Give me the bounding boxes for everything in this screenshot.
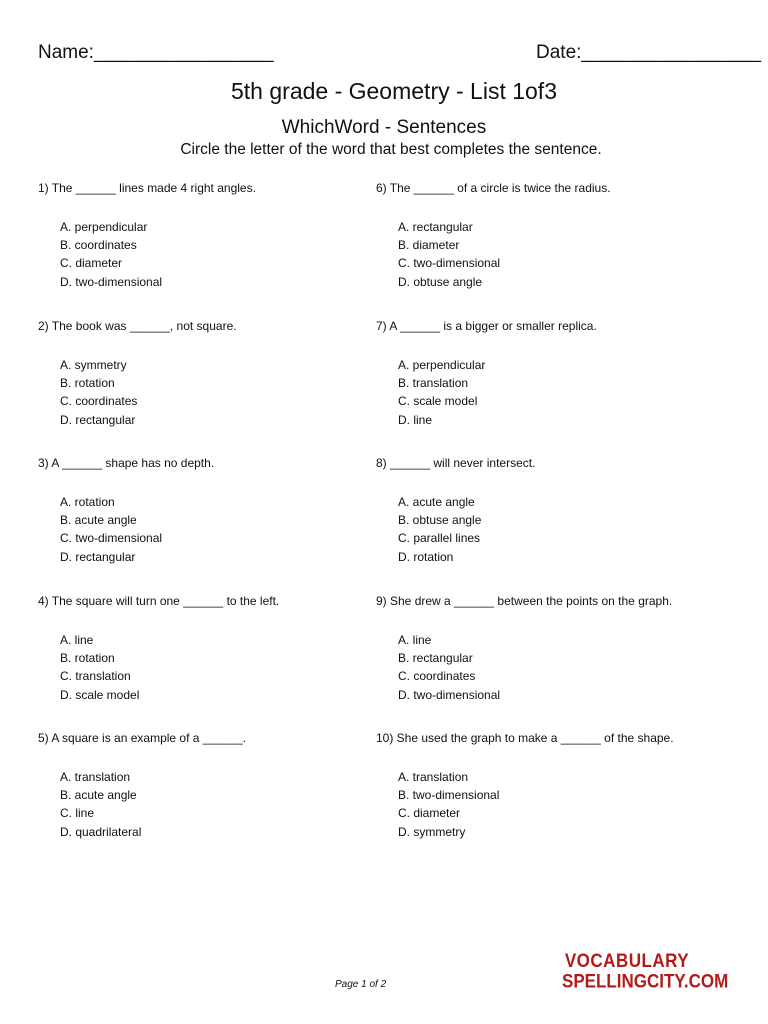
option-list xyxy=(38,493,378,566)
option-list xyxy=(376,493,716,566)
option-c[interactable]: C. coordinates xyxy=(60,394,138,409)
option-c[interactable]: C. parallel lines xyxy=(398,531,481,546)
option-c[interactable]: C. line xyxy=(60,806,95,821)
logo-line-spellingcity: SPELLINGCITY.COM xyxy=(562,970,729,993)
option-d[interactable]: D. line xyxy=(398,412,433,427)
option-list xyxy=(376,768,716,841)
option-c[interactable]: C. scale model xyxy=(398,394,478,409)
question-text: 6) The ______ of a circle is twice the radius. xyxy=(376,181,611,195)
option-c[interactable]: C. two-dimensional xyxy=(60,531,163,546)
option-a[interactable]: A. perpendicular xyxy=(398,358,486,372)
question-8 xyxy=(376,456,716,566)
option-b[interactable]: B. two-dimensional xyxy=(398,788,500,803)
vocabulary-spellingcity-logo xyxy=(562,949,729,1001)
option-list xyxy=(376,218,716,291)
question-2 xyxy=(38,319,378,429)
option-list xyxy=(38,631,378,704)
date-field-label: Date:_________________ xyxy=(536,42,762,63)
option-list xyxy=(376,631,716,704)
option-list xyxy=(38,768,378,841)
question-text: 3) A ______ shape has no depth. xyxy=(38,456,215,470)
option-a[interactable]: A. perpendicular xyxy=(60,220,148,234)
option-a[interactable]: A. translation xyxy=(60,770,131,784)
question-text: 9) She drew a ______ between the points on the graph. xyxy=(376,594,673,608)
question-9 xyxy=(376,594,716,704)
option-b[interactable]: B. diameter xyxy=(398,238,460,253)
name-field-label: Name:_________________ xyxy=(38,42,274,63)
option-d[interactable]: D. scale model xyxy=(60,687,140,702)
option-b[interactable]: B. rotation xyxy=(60,376,115,391)
option-b[interactable]: B. rotation xyxy=(60,651,115,666)
question-text: 7) A ______ is a bigger or smaller replica. xyxy=(376,319,597,333)
option-b[interactable]: B. acute angle xyxy=(60,513,137,528)
question-text: 1) The ______ lines made 4 right angles. xyxy=(38,181,256,195)
option-a[interactable]: A. line xyxy=(398,633,432,647)
option-d[interactable]: D. rotation xyxy=(398,549,454,564)
option-b[interactable]: B. translation xyxy=(398,376,469,391)
option-a[interactable]: A. symmetry xyxy=(60,358,127,372)
option-d[interactable]: D. rectangular xyxy=(60,549,136,564)
option-a[interactable]: A. rectangular xyxy=(398,220,473,234)
question-7 xyxy=(376,319,716,429)
question-3 xyxy=(38,456,378,566)
option-d[interactable]: D. two-dimensional xyxy=(398,687,501,702)
option-b[interactable]: B. obtuse angle xyxy=(398,513,482,528)
option-d[interactable]: D. quadrilateral xyxy=(60,824,142,839)
option-d[interactable]: D. rectangular xyxy=(60,412,136,427)
option-c[interactable]: C. coordinates xyxy=(398,669,476,684)
logo-line-vocabulary: VOCABULARY xyxy=(564,949,690,972)
page-number: Page 1 of 2 xyxy=(335,979,387,990)
question-4 xyxy=(38,594,378,704)
option-list xyxy=(376,356,716,429)
option-d[interactable]: D. obtuse angle xyxy=(398,274,483,289)
question-text: 4) The square will turn one ______ to the left. xyxy=(38,594,280,608)
option-a[interactable]: A. rotation xyxy=(60,495,115,509)
option-list xyxy=(38,218,378,291)
question-10 xyxy=(376,731,716,841)
option-a[interactable]: A. acute angle xyxy=(398,495,475,509)
option-c[interactable]: C. two-dimensional xyxy=(398,256,501,271)
question-text: 2) The book was ______, not square. xyxy=(38,319,237,333)
page-title: 5th grade - Geometry - List 1of3 xyxy=(231,78,557,104)
option-c[interactable]: C. translation xyxy=(60,669,131,684)
question-6 xyxy=(376,181,716,291)
question-5 xyxy=(38,731,378,841)
question-text: 5) A square is an example of a ______. xyxy=(38,731,247,745)
option-c[interactable]: C. diameter xyxy=(60,256,123,271)
option-d[interactable]: D. two-dimensional xyxy=(60,274,163,289)
option-b[interactable]: B. acute angle xyxy=(60,788,137,803)
option-c[interactable]: C. diameter xyxy=(398,806,461,821)
option-d[interactable]: D. symmetry xyxy=(398,824,466,839)
question-text: 8) ______ will never intersect. xyxy=(376,456,536,470)
option-b[interactable]: B. rectangular xyxy=(398,651,473,666)
option-a[interactable]: A. line xyxy=(60,633,94,647)
option-b[interactable]: B. coordinates xyxy=(60,238,137,253)
page-subtitle: WhichWord - Sentences xyxy=(281,117,487,138)
instructions: Circle the letter of the word that best completes the sentence. xyxy=(180,141,602,158)
option-a[interactable]: A. translation xyxy=(398,770,469,784)
question-1 xyxy=(38,181,378,291)
question-text: 10) She used the graph to make a ______ of the shape. xyxy=(376,731,674,745)
option-list xyxy=(38,356,378,429)
